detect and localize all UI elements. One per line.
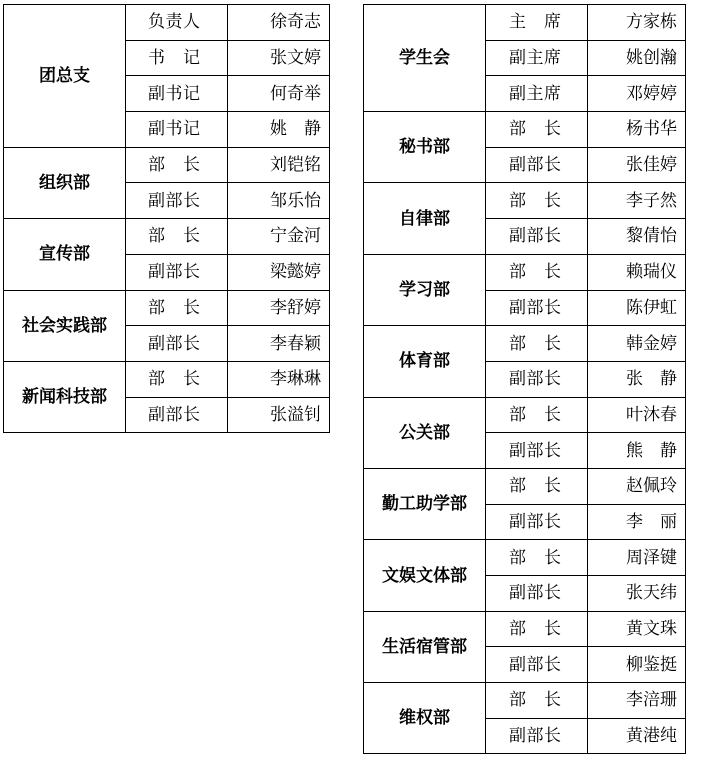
department-name: 秘书部 [364, 112, 486, 183]
member-name: 张天纬 [588, 576, 686, 612]
position-title: 部 长 [486, 326, 588, 362]
position-title: 副部长 [486, 433, 588, 469]
table-row [364, 254, 686, 290]
member-name: 周泽键 [588, 540, 686, 576]
member-name: 赵佩玲 [588, 468, 686, 504]
member-name: 宁金河 [228, 219, 330, 255]
position-title: 部 长 [126, 290, 228, 326]
member-name: 张佳婷 [588, 147, 686, 183]
member-name: 邹乐怡 [228, 183, 330, 219]
table-row [364, 683, 686, 719]
member-name: 姚创瀚 [588, 40, 686, 76]
table-row [364, 112, 686, 148]
position-title: 副书记 [126, 112, 228, 148]
department-name: 宣传部 [4, 219, 126, 290]
department-name: 文娱文体部 [364, 540, 486, 611]
member-name: 杨书华 [588, 112, 686, 148]
table-row [364, 5, 686, 41]
member-name: 黎倩怡 [588, 219, 686, 255]
position-title: 部 长 [486, 611, 588, 647]
table-row [4, 147, 330, 183]
member-name: 何奇举 [228, 76, 330, 112]
department-name: 勤工助学部 [364, 468, 486, 539]
table-row [4, 5, 330, 41]
department-name: 新闻科技部 [4, 361, 126, 432]
table-row [364, 326, 686, 362]
position-title: 副部长 [126, 254, 228, 290]
position-title: 副部长 [486, 718, 588, 754]
member-name: 邓婷婷 [588, 76, 686, 112]
member-name: 熊 静 [588, 433, 686, 469]
position-title: 部 长 [486, 397, 588, 433]
position-title: 副部长 [486, 147, 588, 183]
member-name: 张文婷 [228, 40, 330, 76]
position-title: 副主席 [486, 76, 588, 112]
position-title: 部 长 [486, 183, 588, 219]
position-title: 部 长 [486, 468, 588, 504]
position-title: 主 席 [486, 5, 588, 41]
position-title: 负责人 [126, 5, 228, 41]
member-name: 李春颖 [228, 326, 330, 362]
left-roster-body [4, 5, 330, 433]
position-title: 部 长 [126, 147, 228, 183]
table-row [364, 397, 686, 433]
table-row [364, 183, 686, 219]
position-title: 副部长 [486, 647, 588, 683]
position-title: 书 记 [126, 40, 228, 76]
table-row [364, 540, 686, 576]
member-name: 梁懿婷 [228, 254, 330, 290]
position-title: 副部长 [486, 290, 588, 326]
position-title: 部 长 [126, 219, 228, 255]
table-row [4, 361, 330, 397]
position-title: 副部长 [126, 326, 228, 362]
position-title: 部 长 [486, 683, 588, 719]
member-name: 黄港纯 [588, 718, 686, 754]
position-title: 副部长 [486, 576, 588, 612]
member-name: 柳鉴挺 [588, 647, 686, 683]
member-name: 李子然 [588, 183, 686, 219]
left-roster-table [3, 4, 330, 433]
member-name: 李舒婷 [228, 290, 330, 326]
department-name: 组织部 [4, 147, 126, 218]
member-name: 姚 静 [228, 112, 330, 148]
position-title: 副部长 [126, 183, 228, 219]
member-name: 陈伊虹 [588, 290, 686, 326]
department-name: 学生会 [364, 5, 486, 112]
member-name: 李 丽 [588, 504, 686, 540]
department-name: 团总支 [4, 5, 126, 148]
department-name: 自律部 [364, 183, 486, 254]
department-name: 公关部 [364, 397, 486, 468]
position-title: 部 长 [486, 540, 588, 576]
position-title: 部 长 [126, 361, 228, 397]
table-row [4, 219, 330, 255]
right-roster-table [363, 4, 686, 754]
member-name: 张溢钊 [228, 397, 330, 433]
table-row [4, 290, 330, 326]
member-name: 赖瑞仪 [588, 254, 686, 290]
table-row [364, 468, 686, 504]
position-title: 副主席 [486, 40, 588, 76]
table-row [364, 611, 686, 647]
position-title: 部 长 [486, 112, 588, 148]
member-name: 黄文珠 [588, 611, 686, 647]
department-name: 社会实践部 [4, 290, 126, 361]
member-name: 李琳琳 [228, 361, 330, 397]
department-name: 体育部 [364, 326, 486, 397]
position-title: 副书记 [126, 76, 228, 112]
department-name: 维权部 [364, 683, 486, 754]
position-title: 副部长 [126, 397, 228, 433]
member-name: 叶沐春 [588, 397, 686, 433]
department-name: 学习部 [364, 254, 486, 325]
position-title: 副部长 [486, 219, 588, 255]
member-name: 刘铠铭 [228, 147, 330, 183]
member-name: 韩金婷 [588, 326, 686, 362]
position-title: 部 长 [486, 254, 588, 290]
member-name: 方家栋 [588, 5, 686, 41]
right-roster-body [364, 5, 686, 754]
member-name: 张 静 [588, 361, 686, 397]
member-name: 李涪珊 [588, 683, 686, 719]
department-name: 生活宿管部 [364, 611, 486, 682]
position-title: 副部长 [486, 504, 588, 540]
position-title: 副部长 [486, 361, 588, 397]
member-name: 徐奇志 [228, 5, 330, 41]
